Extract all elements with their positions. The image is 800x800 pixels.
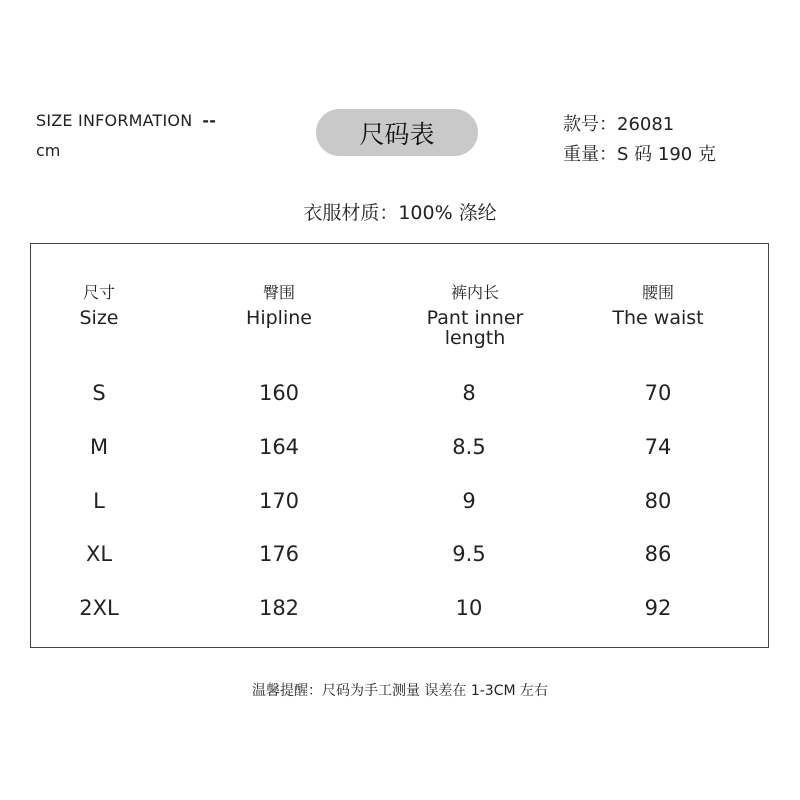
table-cell-waist: 74 (644, 435, 672, 459)
table-cell-hipline: 176 (258, 542, 300, 566)
table-cell-inner-length: 8 (462, 381, 476, 405)
column-header-cn: 尺寸 (82, 283, 116, 302)
size-information-text: SIZE INFORMATION (36, 111, 193, 130)
table-cell-hipline: 164 (258, 435, 300, 459)
size-information-dash: -- (202, 111, 217, 130)
table-cell-size: M (89, 435, 109, 459)
table-cell-hipline: 182 (258, 596, 300, 620)
column-header-en: Size (79, 307, 119, 329)
table-cell-size: 2XL (79, 596, 119, 620)
table-cell-waist: 86 (644, 542, 672, 566)
column-header-cn: 臀围 (262, 283, 296, 302)
size-information-label (36, 111, 216, 130)
table-cell-waist: 80 (644, 489, 672, 513)
measurement-note: 温馨提醒：尺码为手工测量 误差在 1-3CM 左右 (251, 683, 549, 699)
size-chart-title (316, 109, 478, 156)
table-cell-hipline: 170 (258, 489, 300, 513)
column-header-cn: 腰围 (641, 283, 675, 302)
table-cell-size: XL (85, 542, 113, 566)
column-header-en: Hipline (246, 307, 312, 329)
table-cell-size: S (92, 381, 106, 405)
table-cell-inner-length: 9.5 (452, 542, 486, 566)
table-cell-size: L (93, 489, 105, 513)
table-cell-waist: 70 (644, 381, 672, 405)
table-cell-inner-length: 10 (455, 596, 483, 620)
table-cell-inner-length: 8.5 (452, 435, 486, 459)
style-number: 款号：26081 (563, 114, 675, 135)
weight-info: 重量：S 码 190 克 (563, 144, 716, 165)
table-cell-waist: 92 (644, 596, 672, 620)
unit-label: cm (36, 141, 61, 160)
column-header-en: Pant inner length (426, 307, 524, 349)
table-cell-inner-length: 9 (462, 489, 476, 513)
column-header-en: The waist (612, 307, 704, 329)
table-cell-hipline: 160 (258, 381, 300, 405)
size-chart-title-text: 尺码表 (359, 119, 435, 149)
material-info: 衣服材质：100% 涤纶 (303, 202, 497, 224)
size-table (30, 243, 769, 648)
column-header-cn: 裤内长 (450, 283, 500, 302)
